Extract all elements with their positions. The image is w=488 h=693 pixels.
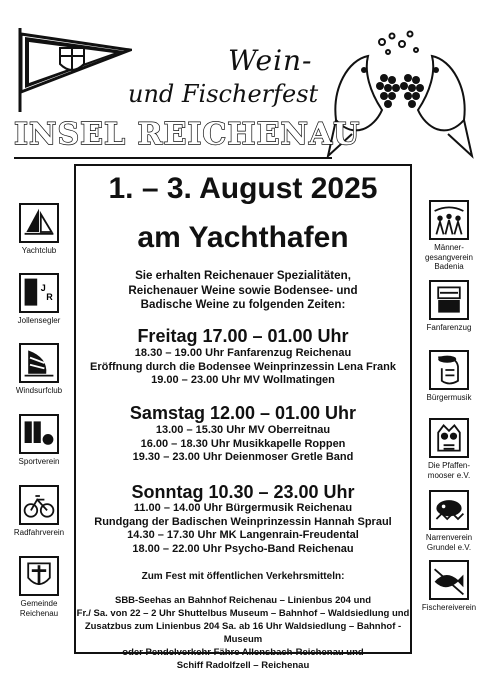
- club-label: Windsurfclub: [15, 386, 63, 395]
- saturday-events: [76, 424, 410, 465]
- intro-line: Reichenauer Weine sowie Bodensee- und: [128, 283, 358, 297]
- event-line: 19.30 – 23.00 Uhr Deienmoser Gretle Band: [132, 451, 354, 464]
- event-line: 19.00 – 23.00 Uhr MV Wollmatingen: [151, 374, 335, 387]
- svg-text:R: R: [46, 292, 53, 303]
- club-label: mooser e.V.: [427, 470, 471, 480]
- friday-events: [76, 347, 410, 388]
- club-jollensegler: [4, 273, 74, 326]
- festival-place: am Yachthafen: [137, 221, 349, 254]
- windsurf-icon: [19, 343, 59, 383]
- transit-info: [76, 594, 410, 672]
- event-line: Rundgang der Badischen Weinprinzessin Hannah Spraul: [94, 515, 392, 528]
- club-label: Die Pfaffen-: [427, 461, 471, 470]
- event-line: 18.00 – 22.00 Uhr Psycho-Band Reichenau: [132, 542, 354, 555]
- club-windsurfclub: [4, 343, 74, 396]
- pennant-flag-icon: [14, 26, 132, 112]
- club-label: Bürgermusik: [426, 393, 472, 402]
- sports-icon: [19, 414, 59, 454]
- club-fischereiverein: [414, 560, 484, 613]
- club-radfahrverein: [4, 485, 74, 538]
- club-label: Fanfarenzug: [426, 323, 472, 332]
- club-label: Jollensegler: [17, 316, 61, 325]
- sailboat-icon: [19, 203, 59, 243]
- owl-icon: [429, 418, 469, 458]
- club-grundel: [414, 490, 484, 552]
- club-buergermusik: [414, 350, 484, 403]
- club-yachtclub: [4, 203, 74, 256]
- intro-line: Sie erhalten Reichenauer Spezialitäten,: [135, 269, 351, 282]
- club-gemeinde: [4, 556, 74, 618]
- club-badenia: [414, 200, 484, 272]
- coat-of-arms-icon: [19, 556, 59, 596]
- fanfare-icon: [429, 280, 469, 320]
- transit-line: Schiff Radolfzell – Reichenau: [176, 660, 310, 671]
- club-label: Fischereiverein: [421, 603, 477, 612]
- svg-text:J: J: [40, 283, 46, 294]
- saturday-title: Samstag 12.00 – 01.00 Uhr: [129, 403, 357, 423]
- club-label: gesangverein: [424, 252, 474, 262]
- fish-mask-icon: [429, 490, 469, 530]
- festival-title-line2: und Fischerfest: [128, 80, 319, 108]
- club-pfaffenmooser: [414, 418, 484, 480]
- club-label: Reichenau: [19, 608, 59, 618]
- transit-line: SBB-Seehas an Bahnhof Reichenau – Linienbus 204 und: [114, 595, 372, 606]
- club-label: Badenia: [434, 262, 464, 271]
- club-label: Gemeinde: [20, 599, 58, 608]
- bicycle-icon: [19, 485, 59, 525]
- transit-heading: Zum Fest mit öffentlichen Verkehrsmitteln:: [141, 571, 345, 582]
- fish-icon: [429, 560, 469, 600]
- transit-line: Fr./ Sa. von 22 – 2 Uhr Shuttelbus Museum – Bahnhof – Waldsiedlung und: [76, 608, 410, 619]
- club-label: Yachtclub: [21, 246, 57, 255]
- transit-line: oder Pendelverkehr Fähre Allensbach-Reichenau und: [122, 647, 364, 658]
- festival-title-line1: Wein-: [228, 44, 313, 77]
- banner-underline: [14, 157, 332, 159]
- club-label: Sportverein: [18, 457, 60, 466]
- event-line: 18.30 – 19.00 Uhr Fanfarenzug Reichenau: [134, 347, 352, 359]
- intro-text: [76, 269, 410, 313]
- club-label: Männer-: [434, 243, 464, 252]
- dinghy-icon: [19, 273, 59, 313]
- club-label: Narrenverein: [425, 533, 473, 542]
- event-line: 13.00 – 15.30 Uhr MV Oberreitnau: [155, 424, 331, 436]
- sunday-title: Sonntag 10.30 – 23.00 Uhr: [131, 482, 355, 502]
- event-line: Eröffnung durch die Bodensee Weinprinzessin Lena Frank: [89, 360, 396, 373]
- event-line: 16.00 – 18.30 Uhr Musikkapelle Roppen: [140, 437, 346, 450]
- tuba-icon: [429, 350, 469, 390]
- club-fanfarenzug: [414, 280, 484, 333]
- club-sportverein: [4, 414, 74, 467]
- intro-line: Badische Weine zu folgenden Zeiten:: [140, 298, 346, 311]
- location-banner: INSEL REICHENAU: [14, 117, 361, 152]
- choir-icon: [429, 200, 469, 240]
- event-line: 14.30 – 17.30 Uhr MK Langenrain-Freudental: [127, 529, 359, 542]
- event-line: 11.00 – 14.00 Uhr Bürgermusik Reichenau: [133, 502, 353, 514]
- transit-line: Zusatzbus zum Linienbus 204 Sa. ab 16 Uhr Waldsiedlung – Bahnhof - Museum: [84, 621, 402, 645]
- friday-title: Freitag 17.00 – 01.00 Uhr: [137, 326, 349, 346]
- club-label: Grundel e.V.: [426, 542, 472, 552]
- club-label: Radfahrverein: [13, 528, 65, 537]
- sunday-events: [76, 502, 410, 556]
- festival-date: 1. – 3. August 2025: [108, 172, 378, 205]
